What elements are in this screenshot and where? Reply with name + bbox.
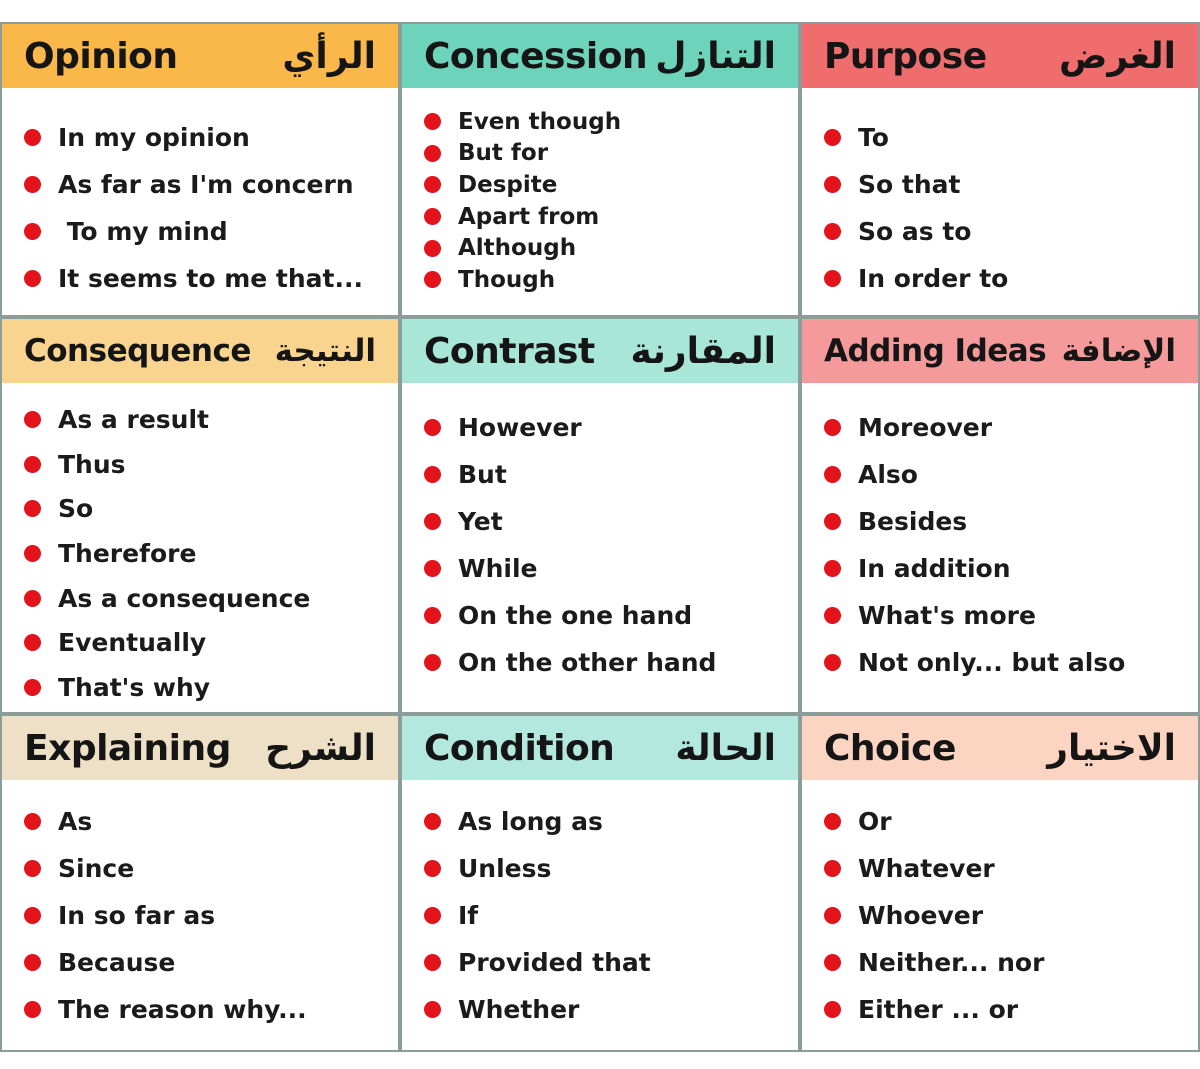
list-item <box>24 255 398 302</box>
list-item <box>824 451 1198 498</box>
phrase-text: Whatever <box>858 854 995 883</box>
bullet-icon <box>824 813 841 830</box>
phrase-text: Therefore <box>58 538 197 568</box>
list-item <box>424 939 798 986</box>
card-choice <box>800 714 1200 1052</box>
list-item <box>24 845 398 892</box>
phrase-text: It seems to me that... <box>58 264 363 293</box>
bullet-icon <box>24 500 41 517</box>
phrase-text: But for <box>458 140 549 167</box>
bullet-icon <box>424 145 441 162</box>
phrase-text: So <box>58 494 94 524</box>
phrase-text: In so far as <box>58 901 216 930</box>
list-item <box>24 161 398 208</box>
phrase-text: As long as <box>458 807 603 836</box>
phrase-text: In my opinion <box>58 123 250 152</box>
card-title-en: Purpose <box>824 35 987 77</box>
bullet-icon <box>24 223 41 240</box>
bullet-icon <box>24 129 41 146</box>
phrase-text: Or <box>858 807 892 836</box>
bullet-icon <box>424 208 441 225</box>
list-item <box>24 620 398 665</box>
list-item <box>424 169 798 201</box>
linking-words-grid <box>0 22 1200 1052</box>
card-title-ar: الشرح <box>265 727 376 769</box>
phrase-list <box>2 88 398 302</box>
phrase-text: So that <box>858 170 961 199</box>
card-title-ar: الحالة <box>675 727 776 769</box>
list-item <box>24 208 398 255</box>
phrase-list <box>402 88 798 296</box>
card-title-en: Choice <box>824 727 956 769</box>
card-concession <box>400 22 800 317</box>
card-title-ar: الاختيار <box>1047 727 1176 769</box>
phrase-text: As a result <box>58 404 209 434</box>
card-adding-ideas <box>800 317 1200 714</box>
list-item <box>24 892 398 939</box>
bullet-icon <box>424 1001 441 1018</box>
bullet-icon <box>24 634 41 651</box>
list-item <box>824 161 1198 208</box>
phrase-text: As <box>58 807 93 836</box>
phrase-text: To <box>858 123 889 152</box>
card-header <box>2 319 398 383</box>
list-item <box>424 138 798 170</box>
bullet-icon <box>824 223 841 240</box>
phrase-list <box>802 88 1198 302</box>
phrase-text: Yet <box>458 507 503 536</box>
phrase-text: Even though <box>458 108 622 135</box>
bullet-icon <box>24 176 41 193</box>
card-title-ar: النتيجة <box>274 333 376 369</box>
phrase-text: Besides <box>858 507 968 536</box>
phrase-list <box>2 383 398 710</box>
phrase-text: Also <box>858 460 918 489</box>
list-item <box>24 939 398 986</box>
phrase-text: Unless <box>458 854 552 883</box>
phrase-list <box>2 780 398 1033</box>
list-item <box>424 892 798 939</box>
bullet-icon <box>424 419 441 436</box>
list-item <box>824 986 1198 1033</box>
bullet-icon <box>24 860 41 877</box>
phrase-text: Although <box>458 235 577 262</box>
card-opinion <box>0 22 400 317</box>
phrase-text: If <box>458 901 479 930</box>
bullet-icon <box>824 513 841 530</box>
phrase-text: Either ... or <box>858 995 1019 1024</box>
bullet-icon <box>24 907 41 924</box>
bullet-icon <box>424 113 441 130</box>
list-item <box>824 639 1198 686</box>
bullet-icon <box>424 860 441 877</box>
phrase-text: Apart from <box>458 203 600 230</box>
phrase-text: Since <box>58 854 135 883</box>
bullet-icon <box>424 907 441 924</box>
card-title-ar: التنازل <box>655 35 776 77</box>
phrase-text: Whoever <box>858 901 984 930</box>
phrase-list <box>802 383 1198 686</box>
phrase-text: Whether <box>458 995 580 1024</box>
bullet-icon <box>424 271 441 288</box>
card-header <box>402 319 798 383</box>
bullet-icon <box>824 654 841 671</box>
phrase-text: That's why <box>58 672 211 702</box>
bullet-icon <box>24 590 41 607</box>
bullet-icon <box>824 1001 841 1018</box>
card-condition <box>400 714 800 1052</box>
list-item <box>824 845 1198 892</box>
card-title-ar: المقارنة <box>630 330 776 372</box>
card-title-ar: الإضافة <box>1061 333 1176 369</box>
phrase-text: In addition <box>858 554 1011 583</box>
list-item <box>824 798 1198 845</box>
phrase-text: So as to <box>858 217 972 246</box>
phrase-text: To my mind <box>58 217 228 246</box>
list-item <box>824 939 1198 986</box>
list-item <box>424 264 798 296</box>
card-explaining <box>0 714 400 1052</box>
bullet-icon <box>424 560 441 577</box>
card-header <box>402 24 798 88</box>
list-item <box>424 592 798 639</box>
phrase-text: In order to <box>858 264 1009 293</box>
bullet-icon <box>824 560 841 577</box>
card-title-en: Explaining <box>24 727 231 769</box>
phrase-text: However <box>458 413 582 442</box>
phrase-text: Despite <box>458 171 558 198</box>
list-item <box>824 208 1198 255</box>
bullet-icon <box>24 1001 41 1018</box>
list-item <box>424 201 798 233</box>
phrase-list <box>402 780 798 1033</box>
card-header <box>2 24 398 88</box>
list-item <box>24 986 398 1033</box>
card-contrast <box>400 317 800 714</box>
list-item <box>424 986 798 1033</box>
phrase-text: The reason why... <box>58 995 307 1024</box>
phrase-text: What's more <box>858 601 1036 630</box>
list-item <box>424 404 798 451</box>
bullet-icon <box>424 607 441 624</box>
card-title-en: Adding Ideas <box>824 333 1047 369</box>
card-header <box>802 24 1198 88</box>
phrase-text: Though <box>458 266 556 293</box>
bullet-icon <box>24 954 41 971</box>
list-item <box>424 639 798 686</box>
card-header <box>2 716 398 780</box>
bullet-icon <box>24 545 41 562</box>
list-item <box>824 892 1198 939</box>
phrase-text: While <box>458 554 538 583</box>
list-item <box>824 498 1198 545</box>
bullet-icon <box>824 270 841 287</box>
list-item <box>424 232 798 264</box>
phrase-list <box>802 780 1198 1033</box>
list-item <box>824 114 1198 161</box>
bullet-icon <box>24 813 41 830</box>
list-item <box>24 486 398 531</box>
card-consequence <box>0 317 400 714</box>
phrase-text: Moreover <box>858 413 993 442</box>
bullet-icon <box>424 654 441 671</box>
bullet-icon <box>424 466 441 483</box>
bullet-icon <box>24 456 41 473</box>
bullet-icon <box>424 954 441 971</box>
bullet-icon <box>424 813 441 830</box>
phrase-text: On the other hand <box>458 648 717 677</box>
list-item <box>24 397 398 442</box>
list-item <box>424 798 798 845</box>
bullet-icon <box>824 607 841 624</box>
list-item <box>24 442 398 487</box>
list-item <box>24 531 398 576</box>
phrase-text: Neither... nor <box>858 948 1045 977</box>
bullet-icon <box>424 513 441 530</box>
list-item <box>424 545 798 592</box>
card-purpose <box>800 22 1200 317</box>
card-header <box>402 716 798 780</box>
list-item <box>824 592 1198 639</box>
list-item <box>24 798 398 845</box>
list-item <box>424 845 798 892</box>
card-title-en: Contrast <box>424 330 595 372</box>
bullet-icon <box>824 860 841 877</box>
bullet-icon <box>24 679 41 696</box>
bullet-icon <box>824 419 841 436</box>
phrase-text: Because <box>58 948 176 977</box>
phrase-text: Thus <box>58 449 126 479</box>
bullet-icon <box>824 466 841 483</box>
card-title-en: Consequence <box>24 333 251 369</box>
list-item <box>24 665 398 710</box>
phrase-text: As a consequence <box>58 583 311 613</box>
card-title-ar: الغرض <box>1059 35 1176 77</box>
bullet-icon <box>24 411 41 428</box>
bullet-icon <box>824 907 841 924</box>
list-item <box>24 114 398 161</box>
card-title-ar: الرأي <box>282 35 376 77</box>
card-title-en: Opinion <box>24 35 178 77</box>
list-item <box>424 106 798 138</box>
phrase-text: Provided that <box>458 948 651 977</box>
bullet-icon <box>424 176 441 193</box>
list-item <box>424 498 798 545</box>
list-item <box>824 255 1198 302</box>
phrase-text: Not only... but also <box>858 648 1126 677</box>
bullet-icon <box>824 176 841 193</box>
card-title-en: Condition <box>424 727 615 769</box>
list-item <box>24 576 398 621</box>
bullet-icon <box>824 129 841 146</box>
bullet-icon <box>824 954 841 971</box>
list-item <box>824 404 1198 451</box>
card-header <box>802 716 1198 780</box>
card-title-en: Concession <box>424 35 648 77</box>
bullet-icon <box>424 240 441 257</box>
phrase-list <box>402 383 798 686</box>
phrase-text: But <box>458 460 507 489</box>
phrase-text: On the one hand <box>458 601 693 630</box>
card-header <box>802 319 1198 383</box>
list-item <box>424 451 798 498</box>
bullet-icon <box>24 270 41 287</box>
list-item <box>824 545 1198 592</box>
phrase-text: Eventually <box>58 628 207 658</box>
phrase-text: As far as I'm concern <box>58 170 354 199</box>
